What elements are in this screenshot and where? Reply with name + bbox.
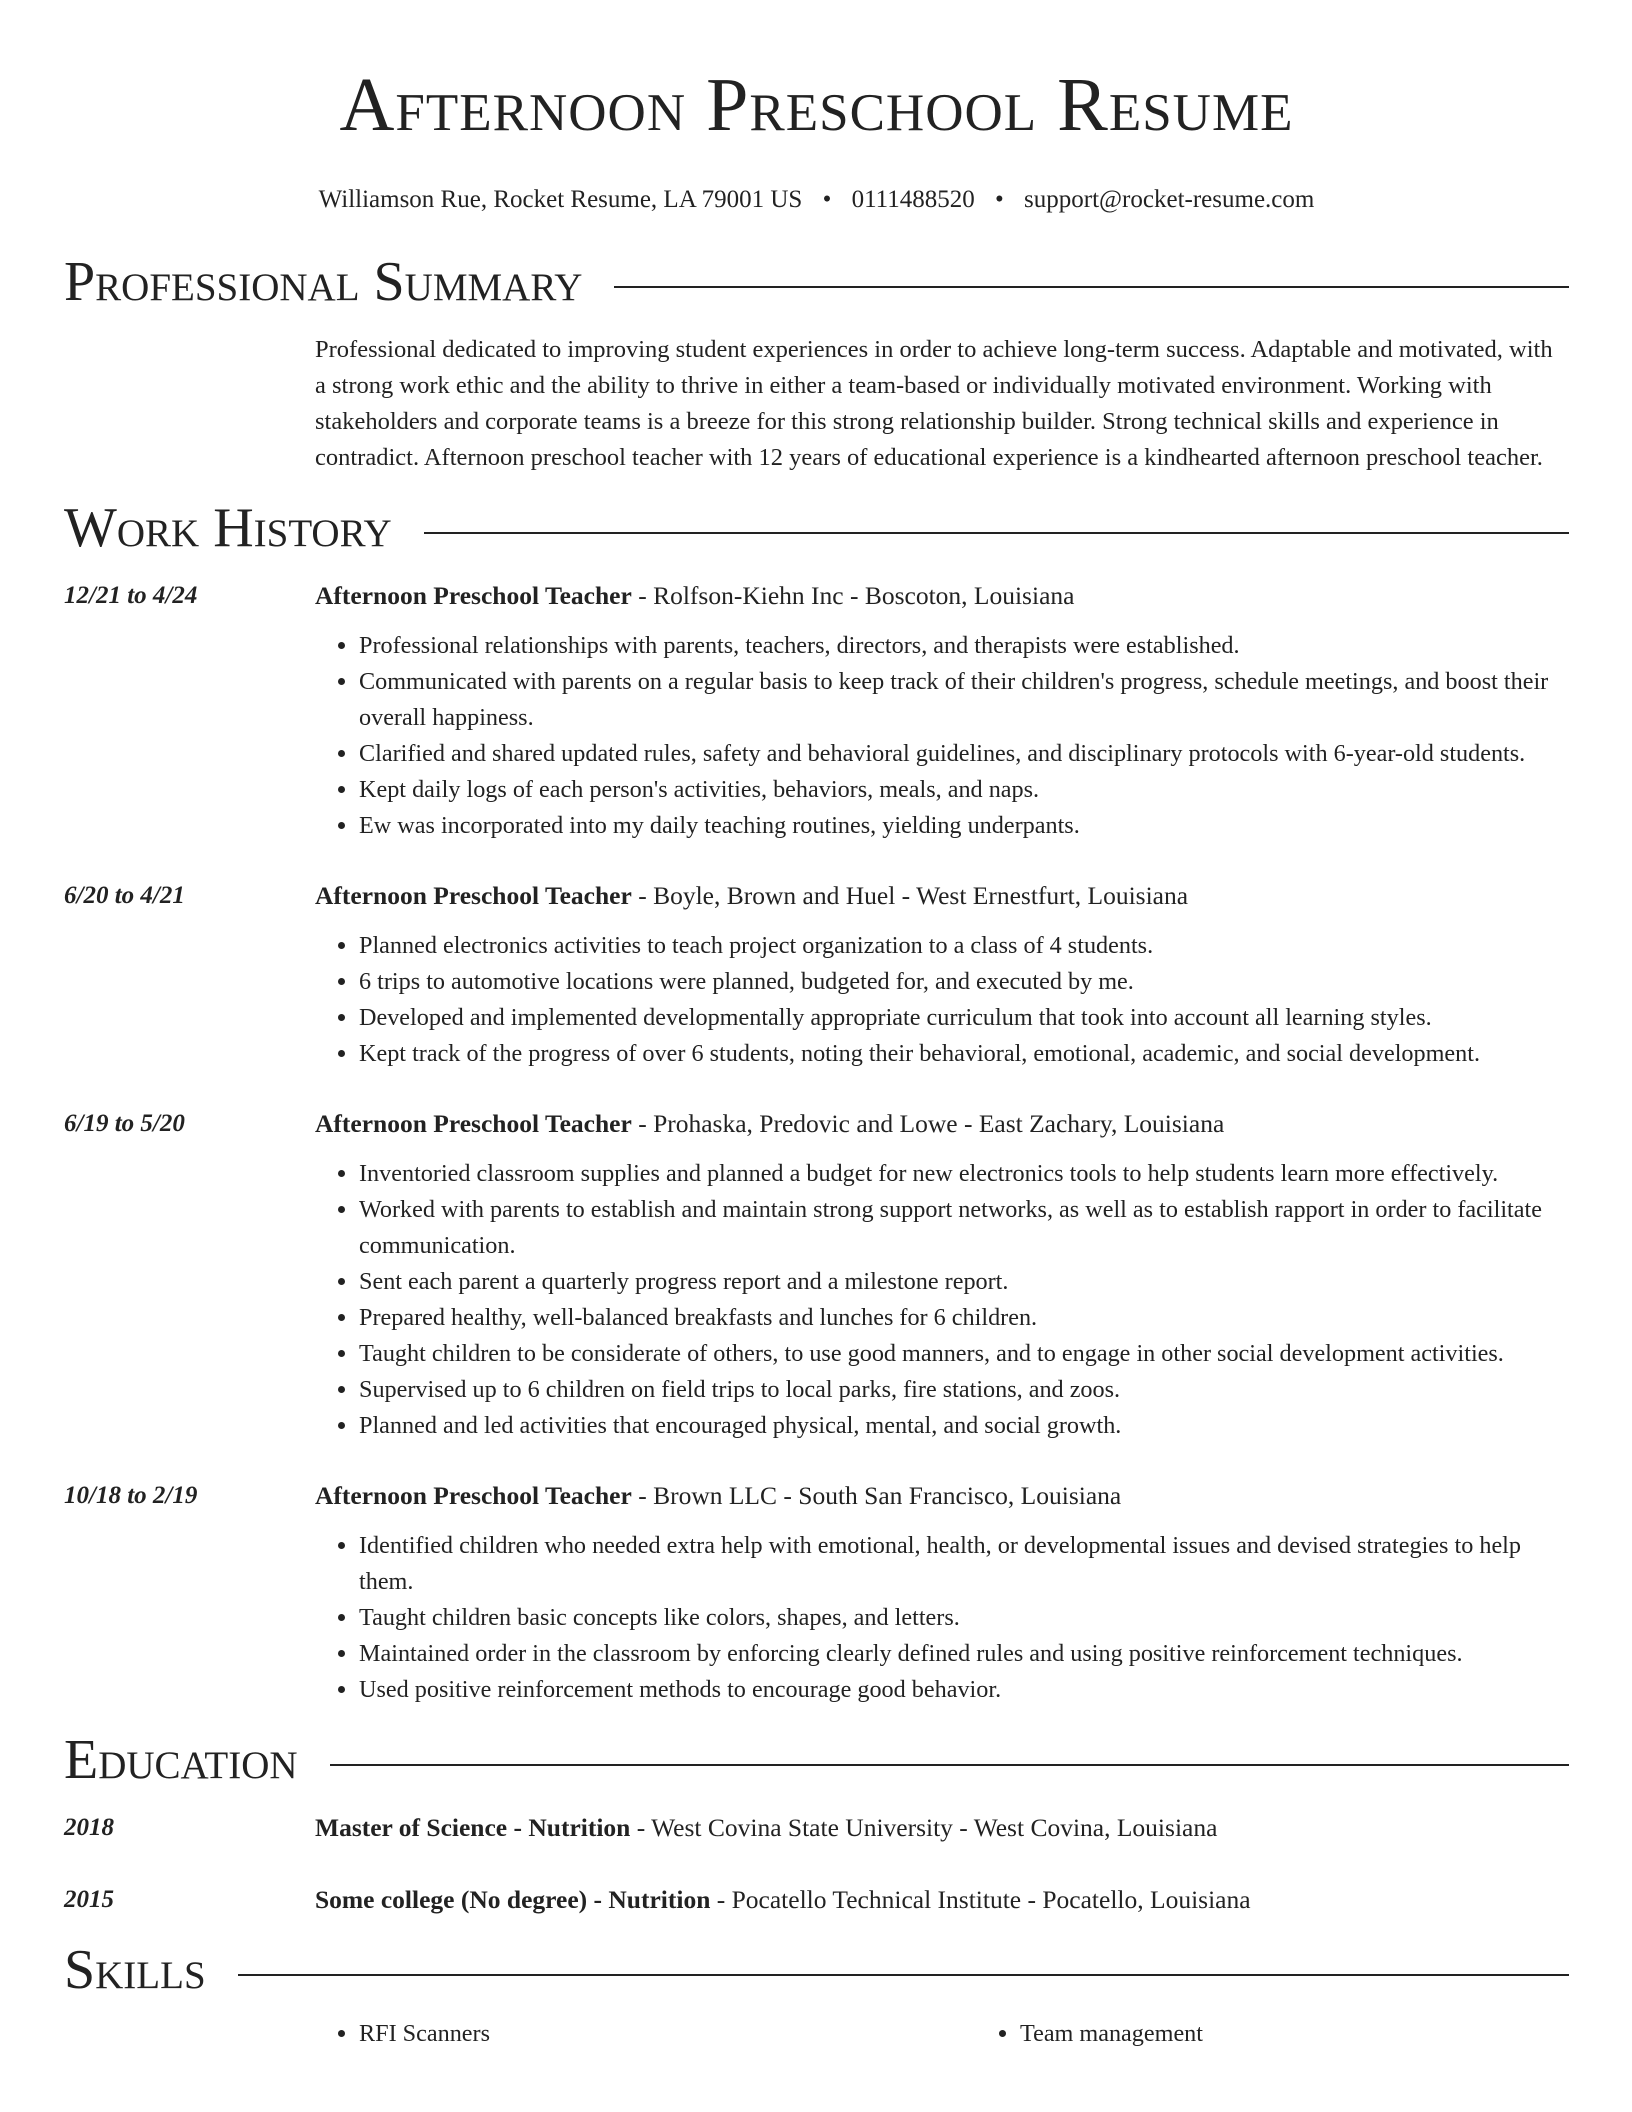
job-employer: - Brown LLC - South San Francisco, Louisiana xyxy=(631,1481,1122,1510)
job-bullet: • Kept daily logs of each person's activities, behaviors, meals, and naps. xyxy=(359,772,1569,808)
summary-row xyxy=(64,312,1569,476)
job-title: Afternoon Preschool Teacher xyxy=(315,581,632,610)
work-history-list xyxy=(64,578,1569,1708)
contact-separator: • xyxy=(995,186,1004,213)
education-year: 2015 xyxy=(64,1886,114,1913)
skills-column-right xyxy=(976,2016,1632,2052)
job-bullet: • Communicated with parents on a regular basis to keep track of their children's progress, schedule meetings, and boost their overall happiness. xyxy=(359,664,1569,736)
job-bullets xyxy=(315,1156,1569,1444)
education-entry xyxy=(64,1882,1569,1918)
job-bullet: • 6 trips to automotive locations were planned, budgeted for, and executed by me. xyxy=(359,964,1569,1000)
job-bullets xyxy=(315,928,1569,1072)
skills-heading: Skills xyxy=(64,1939,206,2001)
section-divider xyxy=(330,1764,1569,1766)
summary-text: Professional dedicated to improving student experiences in order to achieve long-term success. Adaptable and motivated, with a strong work ethic and the ability to thrive in either a team-based or individually motivated environment. Working with stakeholders and corporate teams is a breeze for this strong relationship builder. Strong technical skills and experience in contradict. Afternoon preschool teacher with 12 years of educational experience is a kindhearted afternoon preschool teacher. xyxy=(315,336,1553,471)
skills-column-left xyxy=(315,2016,976,2052)
contact-email: support@rocket-resume.com xyxy=(1024,186,1315,213)
work-entry-header xyxy=(64,1478,1569,1708)
job-title-line xyxy=(315,1106,1569,1142)
section-divider xyxy=(238,1974,1569,1976)
education-heading: Education xyxy=(64,1729,298,1791)
education-section-header xyxy=(64,1730,1569,1790)
job-bullet: • Planned and led activities that encouraged physical, mental, and social growth. xyxy=(359,1408,1569,1444)
education-degree: Master of Science - Nutrition xyxy=(315,1813,631,1842)
job-bullets xyxy=(315,1528,1569,1708)
contact-line xyxy=(64,184,1569,216)
job-bullet: • Inventoried classroom supplies and planned a budget for new electronics tools to help students learn more effectively. xyxy=(359,1156,1569,1192)
work-entry xyxy=(64,878,1569,1072)
section-divider xyxy=(424,532,1569,534)
job-bullet: • Developed and implemented developmentally appropriate curriculum that took into account all learning styles. xyxy=(359,1000,1569,1036)
work-section-header xyxy=(64,498,1569,558)
work-entry xyxy=(64,578,1569,844)
job-bullet: • Ew was incorporated into my daily teaching routines, yielding underpants. xyxy=(359,808,1569,844)
job-employer: - Boyle, Brown and Huel - West Ernestfurt, Louisiana xyxy=(631,881,1189,910)
job-bullet: • Identified children who needed extra help with emotional, health, or developmental issues and devised strategies to help them. xyxy=(359,1528,1569,1600)
skills-row xyxy=(64,2016,1569,2052)
work-dates: 6/19 to 5/20 xyxy=(64,1110,185,1137)
job-bullet: • Sent each parent a quarterly progress report and a milestone report. xyxy=(359,1264,1569,1300)
skill-item: • Team management xyxy=(1020,2016,1632,2052)
summary-section-header xyxy=(64,252,1569,312)
job-title: Afternoon Preschool Teacher xyxy=(315,881,632,910)
skills-section-header xyxy=(64,1940,1569,2000)
job-title-line xyxy=(315,1478,1569,1514)
section-divider xyxy=(614,286,1569,288)
resume-title: Afternoon Preschool Resume xyxy=(339,63,1294,147)
job-bullet: • Prepared healthy, well-balanced breakfasts and lunches for 6 children. xyxy=(359,1300,1569,1336)
contact-address: Williamson Rue, Rocket Resume, LA 79001 US xyxy=(318,186,803,213)
work-heading: Work History xyxy=(64,497,392,559)
job-bullet: • Taught children basic concepts like colors, shapes, and letters. xyxy=(359,1600,1569,1636)
job-bullet: • Kept track of the progress of over 6 students, noting their behavioral, emotional, academic, and social development. xyxy=(359,1036,1569,1072)
work-entry xyxy=(64,1106,1569,1444)
job-title-line xyxy=(315,578,1569,614)
resume-page xyxy=(64,0,1569,2052)
job-bullet: • Maintained order in the classroom by enforcing clearly defined rules and using positive reinforcement techniques. xyxy=(359,1636,1569,1672)
education-degree: Some college (No degree) - Nutrition xyxy=(315,1885,711,1914)
skill-item: • RFI Scanners xyxy=(359,2016,976,2052)
job-title-line xyxy=(315,878,1569,914)
education-details: - West Covina State University - West Covina, Louisiana xyxy=(630,1813,1218,1842)
job-bullet: • Used positive reinforcement methods to encourage good behavior. xyxy=(359,1672,1569,1708)
work-entry-header xyxy=(64,1106,1569,1444)
job-bullet: • Clarified and shared updated rules, safety and behavioral guidelines, and disciplinary protocols with 6-year-old students. xyxy=(359,736,1569,772)
work-entry-header xyxy=(64,578,1569,844)
education-year: 2018 xyxy=(64,1814,114,1841)
job-bullet: • Worked with parents to establish and maintain strong support networks, as well as to establish rapport in order to facilitate communication. xyxy=(359,1192,1569,1264)
work-dates: 12/21 to 4/24 xyxy=(64,582,198,609)
work-entry xyxy=(64,1478,1569,1708)
education-entry xyxy=(64,1810,1569,1846)
job-title: Afternoon Preschool Teacher xyxy=(315,1481,632,1510)
job-bullet: • Planned electronics activities to teach project organization to a class of 4 students. xyxy=(359,928,1569,964)
job-bullet: • Professional relationships with parents, teachers, directors, and therapists were established. xyxy=(359,628,1569,664)
work-dates: 6/20 to 4/21 xyxy=(64,882,185,909)
job-employer: - Prohaska, Predovic and Lowe - East Zachary, Louisiana xyxy=(631,1109,1225,1138)
job-bullets xyxy=(315,628,1569,844)
job-title: Afternoon Preschool Teacher xyxy=(315,1109,632,1138)
education-details: - Pocatello Technical Institute - Pocatello, Louisiana xyxy=(710,1885,1251,1914)
contact-phone: 0111488520 xyxy=(851,186,975,213)
job-employer: - Rolfson-Kiehn Inc - Boscoton, Louisiana xyxy=(631,581,1075,610)
contact-separator: • xyxy=(822,186,832,213)
job-bullet: • Taught children to be considerate of others, to use good manners, and to engage in other social development activities. xyxy=(359,1336,1569,1372)
work-entry-header xyxy=(64,878,1569,1072)
job-bullet: • Supervised up to 6 children on field trips to local parks, fire stations, and zoos. xyxy=(359,1372,1569,1408)
work-dates: 10/18 to 2/19 xyxy=(64,1482,198,1509)
summary-heading: Professional Summary xyxy=(64,251,583,313)
